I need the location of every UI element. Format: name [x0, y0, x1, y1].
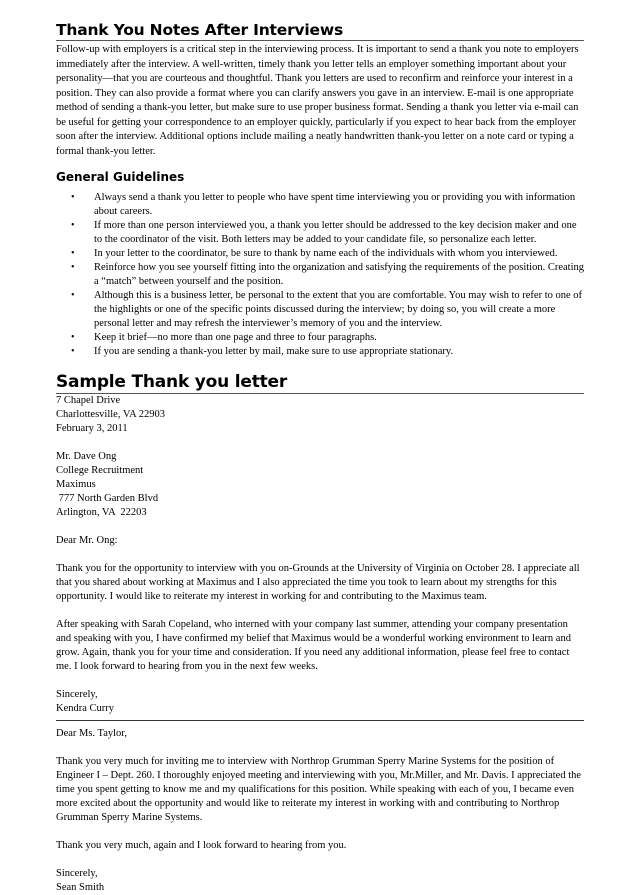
letter-closing: Sincerely,: [56, 689, 98, 700]
title-rule: [56, 40, 584, 41]
letter-salutation: Dear Mr. Ong:: [56, 535, 118, 546]
recipient-line: 777 North Garden Blvd: [56, 493, 159, 504]
recipient-line: Maximus: [56, 479, 96, 490]
letter-closing: Sincerely,: [56, 868, 98, 879]
bullet-icon: •: [71, 346, 75, 357]
letter-one: [56, 394, 584, 716]
intro-paragraph: Follow-up with employers is a critical step in the interviewing process. It is important to send a thank you note to employers immediately after the interview. A well-written, timely thank you letter tells an employer something important about your personality—that you are courteous and thoughtful. Thank you letters are used to reconfirm and reinforce your interest in a position. They can also provide a format where you can clarify answers you gave in an interview. E-mail is one appropriate method of sending a thank-you letter, but make sure to use proper business format. Sending a thank you letter via e-mail can be useful for getting your correspondence to an employer quickly, particularly if you expect to hear back from the employer soon after the interview. Additional options include mailing a neatly handwritten thank-you letter on a note card or typing a formal thank-you letter.: [56, 44, 579, 157]
letter-date: February 3, 2011: [56, 423, 128, 434]
letter-paragraph: Thank you very much, again and I look forward to hearing from you.: [56, 840, 347, 851]
sender-address-line: Charlottesville, VA 22903: [56, 409, 165, 420]
bullet-icon: •: [71, 332, 75, 343]
guideline-item: • Although this is a business letter, be personal to the extent that you are comfortable. You may wish to refer to one of the highlights or one of the specific points discussed during the interview; by doing so, you will create a more personal letter and may refresh the interviewer’s memory of you and the interview.: [71, 290, 583, 329]
letter-signature: Kendra Curry: [56, 703, 115, 714]
recipient-line: Mr. Dave Ong: [56, 451, 117, 462]
bullet-icon: •: [71, 262, 75, 273]
guidelines-heading: General Guidelines: [56, 170, 185, 184]
bullet-icon: •: [71, 192, 75, 203]
sample-letter-heading: Sample Thank you letter: [56, 372, 288, 392]
guidelines-list: [56, 191, 584, 359]
page-title: Thank You Notes After Interviews: [56, 21, 343, 39]
bullet-icon: •: [71, 220, 75, 231]
sender-address-line: 7 Chapel Drive: [56, 395, 121, 406]
guideline-item: • If more than one person interviewed you, a thank you letter should be addressed to the key decision maker and one to the coordinator of the visit. Both letters may be added to your candidate file, so personalize each letter.: [71, 220, 577, 245]
letter-two: [56, 727, 584, 895]
letter-paragraph: After speaking with Sarah Copeland, who interned with your company last summer, attending your company presentation and speaking with you, I have confirmed my belief that Maximus would be a wonderful working environment to learn and grow. Again, thank you for your time and consideration. If you need any additional information, please feel free to contact me. I look forward to hearing from you in the next few weeks.: [56, 619, 571, 672]
letter-salutation: Dear Ms. Taylor,: [56, 728, 127, 739]
recipient-line: Arlington, VA 22203: [56, 507, 147, 518]
letter-paragraph: Thank you for the opportunity to interview with you on-Grounds at the University of Virginia on October 28. I appreciate all that you shared about working at Maximus and I also appreciated the time you took to learn about my strengths for this opportunity. I would like to reiterate my interest in working for and contributing to the Maximus team.: [56, 563, 580, 602]
guideline-item: • Reinforce how you see yourself fitting into the organization and satisfying the requirements of the position. Creating a “match” between yourself and the position.: [71, 262, 584, 287]
letter-separator: [56, 720, 584, 721]
document-page: [56, 20, 584, 895]
letter-paragraph: Thank you very much for inviting me to interview with Northrop Grumman Sperry Marine Systems for the position of Engineer I – Dept. 260. I thoroughly enjoyed meeting and interviewing with you, Mr.Miller, and Mr. Davis. I appreciated the time you spent getting to know me and my qualifications for this position. While speaking with each of you, I became even more excited about the opportunity and would like to reiterate my interest in working with and contributing to Northrop Grumman Sperry Marine Systems.: [56, 756, 582, 823]
guideline-item: • Keep it brief—no more than one page and three to four paragraphs.: [71, 332, 377, 343]
guideline-item: • In your letter to the coordinator, be sure to thank by name each of the individuals with whom you interviewed.: [71, 248, 558, 259]
bullet-icon: •: [71, 248, 75, 259]
recipient-line: College Recruitment: [56, 465, 144, 476]
guideline-item: • Always send a thank you letter to people who have spent time interviewing you or providing you with information about careers.: [71, 192, 576, 217]
bullet-icon: •: [71, 290, 75, 301]
letter-signature: Sean Smith: [56, 882, 105, 893]
guideline-item: • If you are sending a thank-you letter by mail, make sure to use appropriate stationary.: [71, 346, 454, 357]
